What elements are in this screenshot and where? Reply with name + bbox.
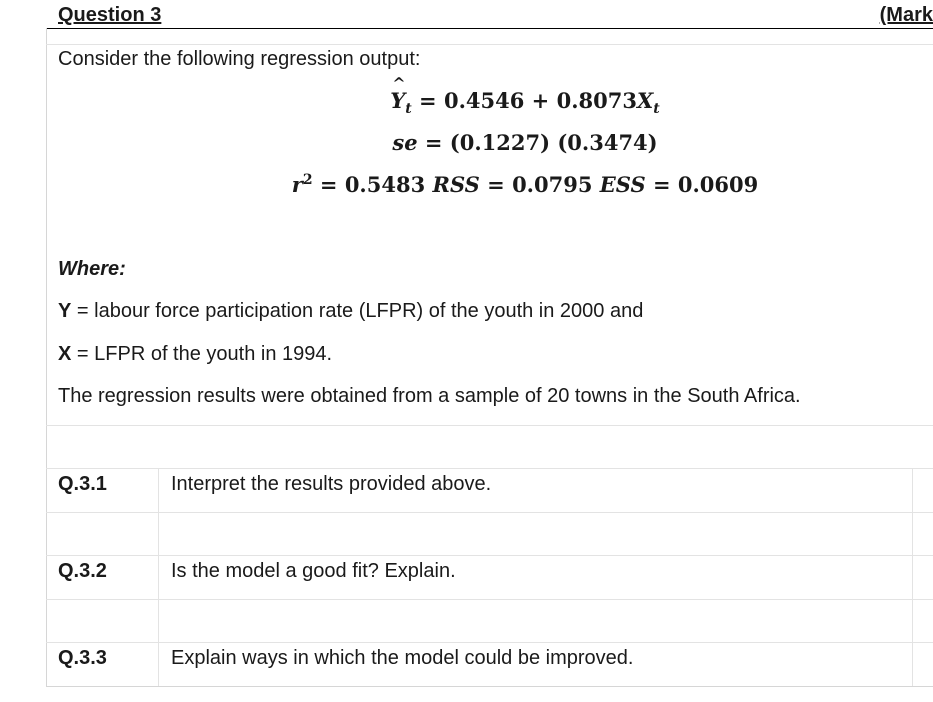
- definition-x: X = LFPR of the youth in 1994.: [58, 343, 333, 365]
- row-divider: [46, 44, 933, 45]
- question-number: Q.3.1: [58, 473, 107, 495]
- standard-errors: se = (0.1227) (0.3474): [392, 130, 658, 155]
- question-text: Is the model a good fit? Explain.: [171, 560, 456, 582]
- marks-label: (Mark: [879, 4, 933, 26]
- row-divider: [46, 512, 933, 513]
- row-divider: [46, 555, 933, 556]
- intro-text: Consider the following regression output:: [58, 48, 421, 70]
- question-text: Interpret the results provided above.: [171, 473, 492, 495]
- sample-note: The regression results were obtained from a sample of 20 towns in the South Africa.: [58, 385, 801, 407]
- regression-equation: ^ $Y_t = 0.4546 + 0.8073X_t$: [280, 88, 770, 117]
- column-divider: [912, 468, 913, 686]
- definition-y: Y = labour force participation rate (LFPR) of the youth in 2000 and: [58, 300, 644, 322]
- question-number: Q.3.2: [58, 560, 107, 582]
- column-divider: [158, 468, 159, 686]
- row-divider: [46, 468, 933, 469]
- question-title: Question 3: [58, 4, 162, 26]
- question-number: Q.3.3: [58, 647, 107, 669]
- row-divider: [46, 642, 933, 643]
- row-divider: [46, 599, 933, 600]
- row-divider: [46, 425, 933, 426]
- question-text: Explain ways in which the model could be improved.: [171, 647, 634, 669]
- question-header: [46, 0, 933, 29]
- where-label: Where:: [58, 258, 126, 280]
- fit-statistics: $r^2 = 0.5483$ RSS = 0.0795 ESS = 0.0609: [291, 172, 759, 197]
